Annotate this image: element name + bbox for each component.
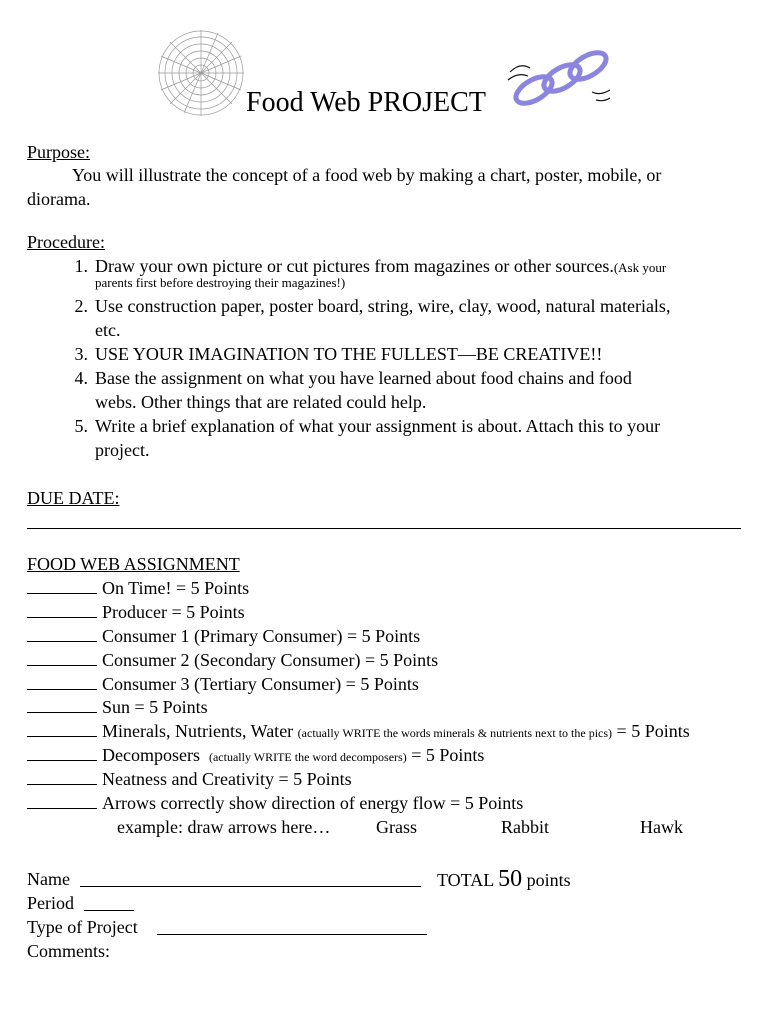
example-label: example: draw arrows here… (117, 817, 331, 837)
example-organism-grass: Grass (376, 817, 417, 837)
project-type-field[interactable] (157, 917, 427, 935)
procedure-item-text: project. (95, 440, 150, 460)
score-blank[interactable] (27, 576, 97, 594)
score-blank[interactable] (27, 672, 97, 690)
rubric-item (102, 743, 484, 769)
score-blank[interactable] (27, 695, 97, 713)
rubric-item-text: Decomposers (102, 745, 200, 765)
total-value: 50 (498, 866, 523, 892)
example-organism-rabbit: Rabbit (501, 817, 549, 837)
rubric-item-note: (actually WRITE the word decomposers) (208, 750, 407, 764)
procedure-item-text: Use construction paper, poster board, string, wire, clay, wood, natural materials, (95, 296, 671, 316)
score-blank[interactable] (27, 767, 97, 785)
procedure-item-note: (Ask your (613, 260, 667, 275)
rubric-item: Neatness and Creativity = 5 Points (102, 769, 352, 789)
procedure-item-text: Base the assignment on what you have learned about food chains and food (95, 368, 632, 388)
rubric-item-points: = 5 Points (616, 721, 690, 741)
procedure-heading: Procedure: (27, 232, 105, 252)
score-blank[interactable] (27, 791, 97, 809)
rubric-item: Consumer 2 (Secondary Consumer) = 5 Points (102, 650, 439, 670)
procedure-number: 3. (74, 344, 88, 364)
score-blank[interactable] (27, 743, 97, 761)
score-blank[interactable] (27, 624, 97, 642)
procedure-item-text: etc. (95, 320, 121, 340)
procedure-number: 4. (74, 368, 88, 388)
rubric-item: Producer = 5 Points (102, 602, 245, 622)
name-label: Name (27, 869, 70, 889)
rubric-item-text: Minerals, Nutrients, Water (102, 721, 294, 741)
rubric-item: Arrows correctly show direction of energy flow = 5 Points (102, 793, 524, 813)
comments-label: Comments: (27, 941, 111, 961)
purpose-heading: Purpose: (27, 142, 90, 162)
score-blank[interactable] (27, 719, 97, 737)
rubric-item-points: = 5 Points (411, 745, 485, 765)
rubric-item (102, 719, 690, 745)
due-date-line[interactable] (27, 528, 741, 529)
due-date-label: DUE DATE: (27, 488, 120, 508)
procedure-item-text: Write a brief explanation of what your assignment is about. Attach this to your (95, 416, 661, 436)
period-label: Period (27, 893, 74, 913)
procedure-number: 1. (74, 256, 88, 276)
procedure-item-text: webs. Other things that are related could help. (95, 392, 427, 412)
rubric-item: Consumer 1 (Primary Consumer) = 5 Points (102, 626, 421, 646)
total-score (437, 867, 571, 892)
assignment-heading: FOOD WEB ASSIGNMENT (27, 554, 240, 574)
period-field[interactable] (84, 893, 134, 911)
purpose-text-line1: You will illustrate the concept of a food web by making a chart, poster, mobile, or (72, 165, 662, 185)
purpose-text-line2: diorama. (27, 189, 91, 209)
name-field[interactable] (80, 869, 421, 887)
rubric-item: Consumer 3 (Tertiary Consumer) = 5 Points (102, 674, 419, 694)
total-unit: points (526, 870, 571, 890)
rubric-item: Sun = 5 Points (102, 697, 208, 717)
chain-links-icon (506, 46, 612, 116)
example-organism-hawk: Hawk (640, 817, 683, 837)
procedure-item-text: USE YOUR IMAGINATION TO THE FULLEST—BE CREATIVE!! (95, 344, 603, 364)
rubric-item-note: (actually WRITE the words minerals & nutrients next to the pics) (297, 726, 613, 740)
project-type-label: Type of Project (27, 917, 138, 937)
procedure-item-text: Draw your own picture or cut pictures from magazines or other sources. (95, 256, 614, 276)
total-label: TOTAL (437, 870, 494, 890)
procedure-item-note: parents first before destroying their magazines!) (95, 275, 346, 290)
page-title: Food Web PROJECT (246, 87, 486, 118)
procedure-number: 5. (74, 416, 88, 436)
spider-web-icon (156, 28, 246, 118)
rubric-item: On Time! = 5 Points (102, 578, 250, 598)
procedure-number: 2. (74, 296, 88, 316)
score-blank[interactable] (27, 600, 97, 618)
score-blank[interactable] (27, 648, 97, 666)
